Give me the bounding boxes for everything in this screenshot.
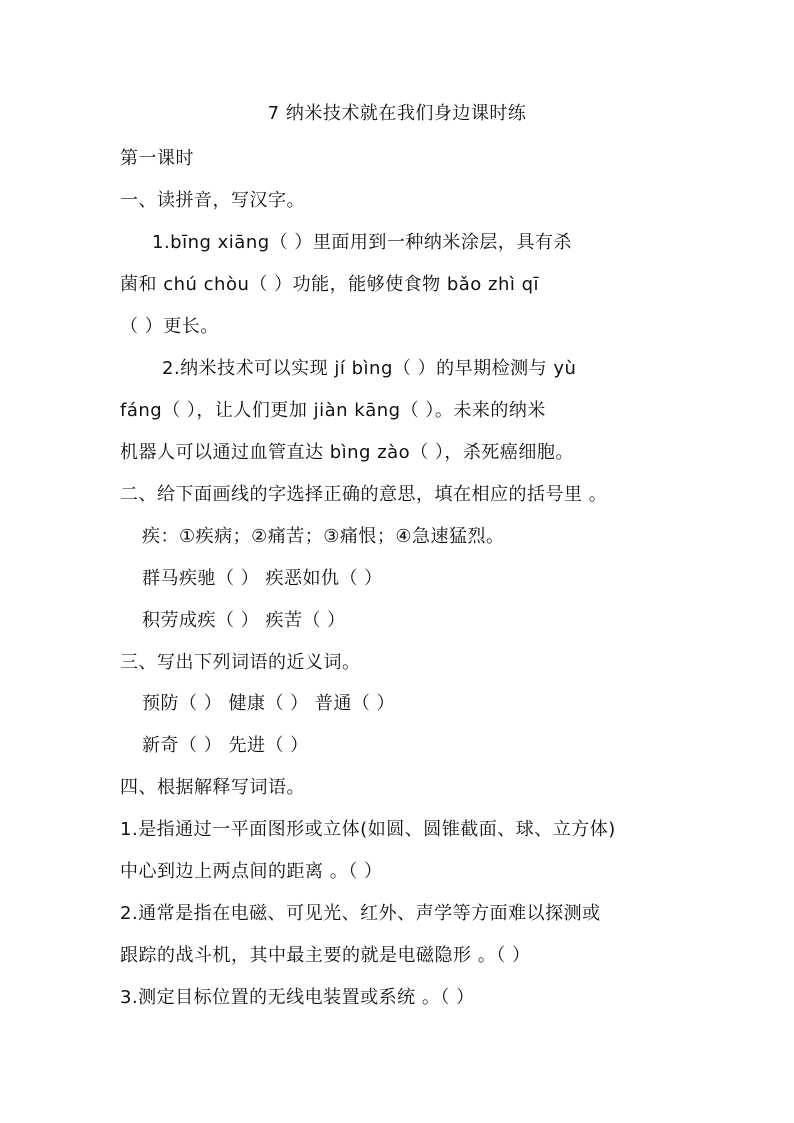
section-1-line-3: （ ）更长。	[120, 316, 219, 337]
section-2-row-2: 积劳成疾（ ） 疾苦（ ）	[142, 610, 346, 631]
section-2-meanings: 疾：①疾病；②痛苦；③痛恨；④急速猛烈。	[142, 526, 505, 547]
section-3-row-2: 新奇（ ） 先进（ ）	[142, 735, 309, 756]
section-1-line-5: fáng（ ），让人们更加 jiàn kāng（ ）。未来的纳米	[120, 400, 546, 421]
section-4-line-3: 2.通常是指在电磁、可见光、红外、声学等方面难以探测或	[120, 903, 601, 924]
section-2-heading: 二、给下面画线的字选择正确的意思，填在相应的括号里 。	[120, 484, 608, 505]
page-title: 7 纳米技术就在我们身边课时练	[267, 103, 527, 124]
section-4-line-2: 中心到边上两点间的距离 。（ ）	[120, 861, 383, 882]
section-2-row-1: 群马疾驰（ ） 疾恶如仇（ ）	[142, 568, 383, 589]
section-4-line-5: 3.测定目标位置的无线电装置或系统 。（ ）	[120, 987, 475, 1008]
section-4-heading: 四、根据解释写词语。	[120, 777, 305, 798]
section-3-heading: 三、写出下列词语的近义词。	[120, 652, 361, 673]
section-4-line-4: 跟踪的战斗机，其中最主要的就是电磁隐形 。（ ）	[120, 945, 531, 966]
section-4-line-1: 1.是指通过一平面图形或立体(如圆、圆锥截面、球、立方体)	[120, 819, 616, 840]
section-1-line-1: 1.bīng xiāng（ ）里面用到一种纳米涂层，具有杀	[152, 232, 572, 253]
section-3-row-1: 预防（ ） 健康（ ） 普通（ ）	[142, 693, 396, 714]
lesson-label: 第一课时	[120, 148, 194, 169]
section-1-line-4: 2.纳米技术可以实现 jí bìng（ ）的早期检测与 yù	[162, 358, 577, 379]
section-1-line-2: 菌和 chú chòu（ ）功能，能够使食物 bǎo zhì qī	[120, 274, 540, 295]
section-1-heading: 一、读拼音，写汉字。	[120, 190, 305, 211]
section-1-line-6: 机器人可以通过血管直达 bìng zào（ ），杀死癌细胞。	[120, 442, 574, 463]
